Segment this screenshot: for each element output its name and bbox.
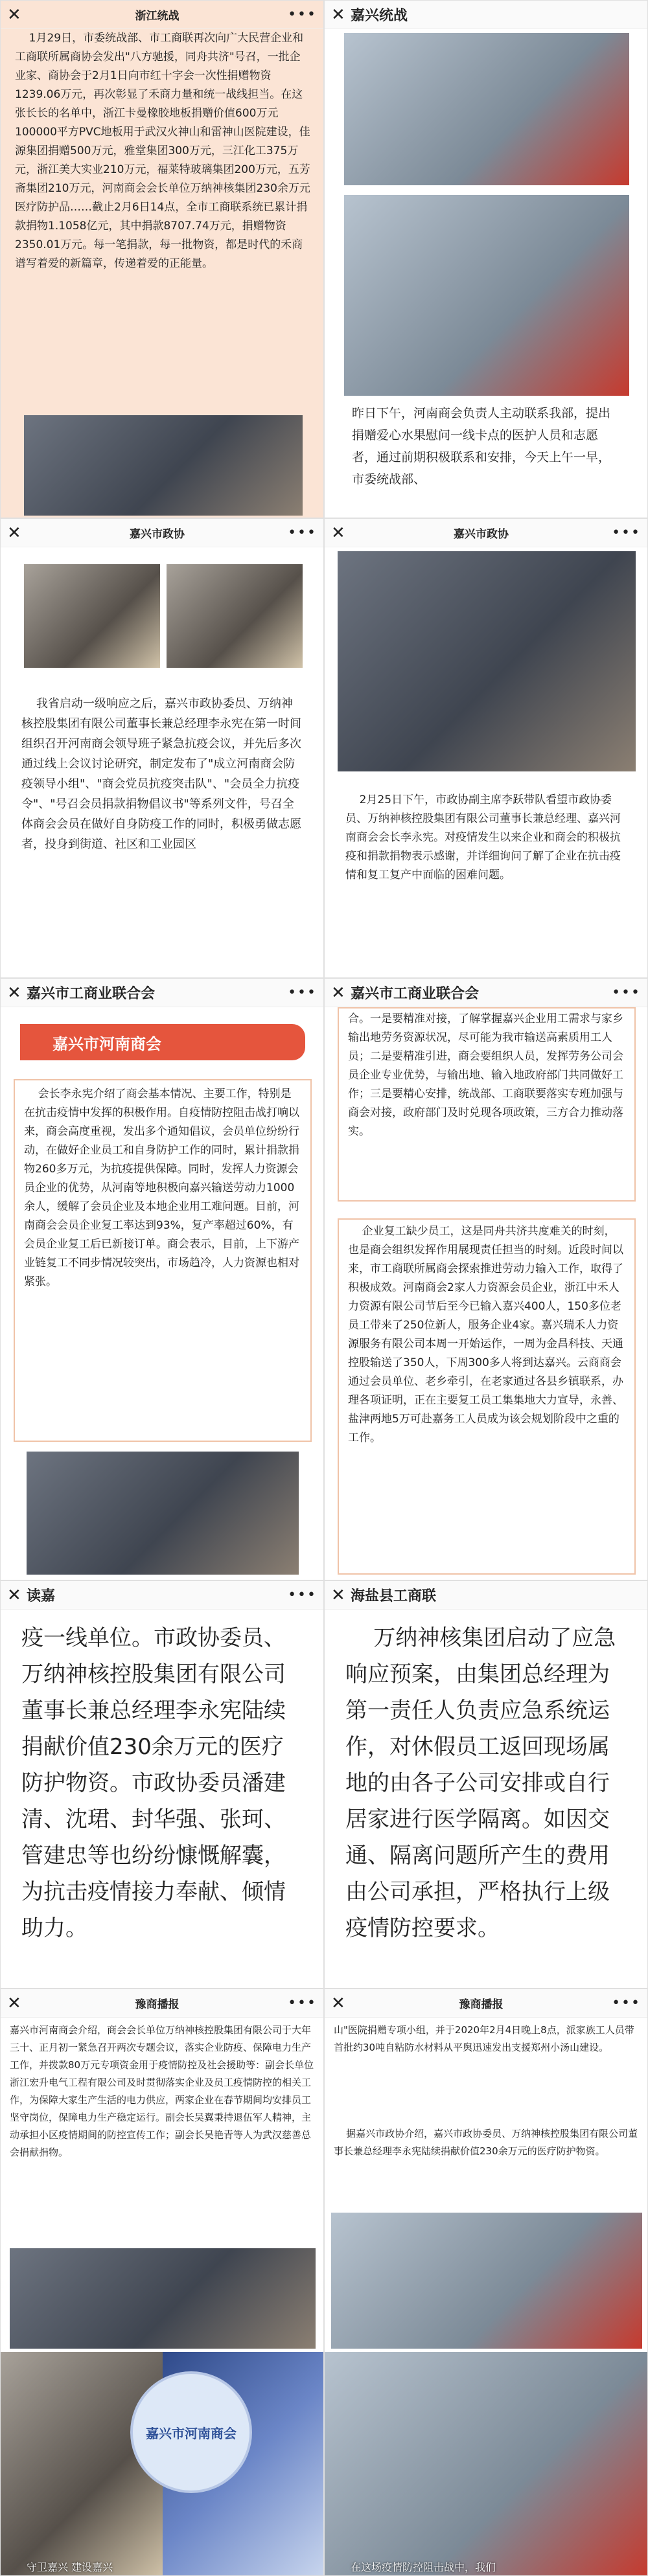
panel-haiyan-gsl: [324, 1580, 648, 1989]
page-title: 嘉兴市政协: [130, 528, 185, 541]
close-icon[interactable]: ✕: [7, 983, 21, 1003]
meeting-photo: [24, 415, 303, 516]
more-icon[interactable]: •••: [612, 1995, 641, 2011]
page-title: 海盐县工商联: [351, 1588, 437, 1604]
panel-jiaxing-zhengxie-visit: [324, 518, 648, 978]
article-text: 2月25日下午，市政协副主席李跃带队看望市政协委员、万纳神核控股集团有限公司董事长兼总经理、嘉兴河南商会会长李永宪。对疫情发生以来企业和商会的积极抗疫和捐款捐物表示感谢，并详细询问了解了企业在抗击疫情和复工复产中面临的困难问题。: [345, 793, 621, 882]
donation-photo-2: [167, 564, 303, 668]
article-text: 疫一线单位。市政协委员、万纳神核控股集团有限公司董事长兼总经理李永宪陆续捐献价值230余万元的医疗防护物资。市政协委员潘建清、沈珺、封华强、张珂、管建忠等也纷纷慷慨解囊，为抗击疫情接力奉献、倾情助力。: [21, 1625, 286, 1941]
title-bar: [1, 1, 323, 29]
title-bar: [325, 1581, 647, 1610]
volunteers-photo: [325, 2352, 648, 2576]
person-mask-photo: [1, 2352, 163, 2576]
panel-jiaxing-gsl-henan: [0, 978, 324, 1580]
close-icon[interactable]: ✕: [7, 523, 21, 543]
more-icon[interactable]: •••: [288, 1995, 317, 2011]
title-bar: [325, 519, 647, 547]
visit-photo: [338, 551, 636, 771]
video-caption: 在这场疫情防控阻击战中，我们: [351, 2561, 496, 2573]
more-icon[interactable]: •••: [612, 985, 641, 1001]
article-text-top: 山"医院捐赠专项小组，并于2020年2月4日晚上8点，派家族工人员带首批约30吨自粘防水材料从平舆迅速发出支援郑州小汤山建设。: [334, 2024, 634, 2053]
panel-jiaxing-zhengxie: [0, 518, 324, 978]
page-title: 嘉兴市政协: [454, 528, 509, 541]
page-title: 嘉兴市工商业联合会: [27, 986, 156, 1002]
article-text: 企业复工缺少员工，这是同舟共济共度难关的时刻，也是商会组织发挥作用展现责任担当的时刻。近段时间以来，市工商联所属商会探索推进劳动力输入工作，取得了积极成效。河南商会2家人力资源会员企业，浙江中禾人力资源有限公司节后至今已输入嘉兴400人，150多位老员工带来了250位新人，服务企业4家。嘉兴瑞禾人力资源服务有限公司本周一开始运作，一周为金昌科技、天通控股输送了350人，下周300多人将到达嘉兴。云商商会通过会员单位、老乡牵引，在老家通过各县乡镇联系，办理各项证明，正在主要复工员工集集地大力宣导，永善、盐津两地5万可赴嘉务工人员成为该会规划阶段中之重的工作。: [348, 1225, 623, 1444]
page-title: 豫商播报: [135, 1998, 179, 2011]
page-title: 嘉兴统战: [351, 8, 408, 24]
more-icon[interactable]: •••: [288, 525, 317, 541]
close-icon[interactable]: ✕: [7, 1993, 21, 2013]
article-text: 昨日下午，河南商会负责人主动联系我部，提出捐赠爱心水果慰问一线卡点的医护人员和志愿者，通过前期积极联系和安排，今天上午一早，市委统战部、: [352, 406, 611, 486]
panel-dujia: [0, 1580, 324, 1989]
article-text: 嘉兴市河南商会介绍，商会会长单位万纳神核控股集团有限公司于大年三十、正月初一紧急召开两次专题会议，落实企业防疫、保障电力生产工作，并拨款80万元专项资金用于疫情防控及社会援助等：副会长单位浙江宏升电气工程有限公司及时贯彻落实企业及员工疫情防控的相关工作，为保障大家生产生活的电力供应，两家企业在春节期间均安排员工坚守岗位，保障电力生产稳定运行。副会长吴翼秉持退伍军人精神，主动承担小区疫情期间的防控宣传工作；副会长吴艳青等人为武汉慈善总会捐献捐物。: [10, 2024, 314, 2158]
panel-jiaxing-gsl-labor: [324, 978, 648, 1580]
page-title: 豫商播报: [459, 1998, 503, 2011]
close-icon[interactable]: ✕: [331, 523, 345, 543]
volunteers-photo-2: [344, 195, 629, 396]
article-text: 万纳神核集团启动了应急响应预案，由集团总经理为第一责任人负责应急系统运作，对休假员工返回现场属地的由各子公司安排或自行居家进行医学隔离。如因交通、隔离问题所产生的费用由公司承担，严格执行上级疫情防控要求。: [345, 1625, 616, 1941]
warehouse-photo: [10, 2248, 316, 2349]
title-bar: [325, 1989, 647, 2018]
more-icon[interactable]: •••: [288, 985, 317, 1001]
more-icon[interactable]: •••: [288, 1587, 317, 1603]
donation-photo-1: [24, 564, 160, 668]
panel-yushang-1: [0, 1989, 324, 2576]
panel-yushang-2: [324, 1989, 648, 2576]
page-title: 浙江统战: [135, 10, 179, 23]
article-text: 会长李永宪介绍了商会基本情况、主要工作，特别是在抗击疫情中发挥的积极作用。自疫情防控阻击战打响以来，商会高度重视，发出多个通知倡议，会员单位纷纷行动，在做好企业员工和自身防护工作的同时，累计捐款捐物260多万元，为抗疫提供保障。同时，发挥人力资源会员企业的优势，从河南等地积极向嘉兴输送劳动力1000余人，缓解了会员企业及本地企业用工难问题。目前，河南商会会员企业复工率达到93%，复产率超过60%，有会员企业复工后已新接订单。商会表示，目前，上下游产业链复工不同步情况较突出，市场趋冷，人力资源也相对紧张。: [24, 1088, 299, 1288]
more-icon[interactable]: •••: [288, 6, 317, 23]
volunteers-photo-1: [344, 33, 629, 185]
article-text: 我省启动一级响应之后，嘉兴市政协委员、万纳神核控股集团有限公司董事长兼总经理李永宪在第一时间组织召开河南商会领导班子紧急抗疫会议，并先后多次通过线上会议讨论研究，制定发布了"成立河南商会防疫领导小组"、"商会党员抗疫突击队"、"会员全力抗疫令"、"号召会员捐款捐物倡议书"等系列文件，号召全体商会会员在做好自身防疫工作的同时，积极勇做志愿者，投身到街道、社区和工业园区: [21, 697, 301, 851]
title-bar: [1, 1989, 323, 2018]
close-icon[interactable]: ✕: [331, 1993, 345, 2013]
article-text: 1月29日，市委统战部、市工商联再次向广大民营企业和工商联所属商协会发出"八方驰援，同舟共济"号召，一批企业家、商协会于2月1日向市红十字会一次性捐赠物资1239.06万元，再次彰显了禾商力量和统一战线担当。在这张长长的名单中，浙江卡曼橡胶地板捐赠价值600万元100000平方PVC地板用于武汉火神山和雷神山医院建设，佳源集团捐赠500万元，雅堂集团300万元，三江化工375万元，浙江美大实业210万元，福莱特玻璃集团200万元，五芳斋集团210万元，河南商会会长单位万纳神核集团230余万元医疗防护品……截止2月6日14点，全市工商联系统已累计捐款捐物1.1058亿元，其中捐款8707.74万元，捐赠物资2350.01万元。每一笔捐款，每一批物资，都是时代的禾商谱写着爱的新篇章，传递着爱的正能量。: [15, 32, 310, 270]
title-bar: [325, 979, 647, 1007]
video-caption: 守卫嘉兴 建设嘉兴: [27, 2561, 113, 2573]
more-icon[interactable]: •••: [612, 525, 641, 541]
title-bar: [1, 1581, 323, 1610]
close-icon[interactable]: ✕: [331, 1585, 345, 1605]
close-icon[interactable]: ✕: [7, 5, 21, 25]
article-text: 据嘉兴市政协介绍，嘉兴市政协委员、万纳神核控股集团有限公司董事长兼总经理李永宪陆续捐献价值230余万元的医疗防护物资。: [334, 2128, 638, 2157]
chamber-logo-icon: 嘉兴市河南商会: [130, 2371, 252, 2493]
close-icon[interactable]: ✕: [331, 983, 345, 1003]
page-title: 读嘉: [27, 1588, 56, 1604]
title-bar: [1, 519, 323, 547]
meeting-photo: [27, 1452, 299, 1575]
close-icon[interactable]: ✕: [331, 5, 345, 25]
henan-chamber-banner: 嘉兴市河南商会: [20, 1024, 305, 1060]
title-bar: [325, 1, 647, 29]
close-icon[interactable]: ✕: [7, 1585, 21, 1605]
page-title: 嘉兴市工商业联合会: [351, 986, 480, 1002]
panel-jiaxing-tongzhan: [324, 0, 648, 518]
title-bar: [1, 979, 323, 1007]
donation-photo: [331, 2213, 642, 2349]
article-text-top: 合。一是要精准对接，了解掌握嘉兴企业用工需求与家乡输出地劳务资源状况，尽可能为我市输送高素质用工人员；二是要精准引进，商会要组织人员，发挥劳务公司会员企业专业优势，与输出地、输入地政府部门共同做好工作；三是要精心安排，统战部、工商联要落实专班加强与商会对接，政府部门及时兑现各项政策，三方合力推动落实。: [348, 1012, 623, 1138]
panel-zhejiang-tongzhan: [0, 0, 324, 518]
